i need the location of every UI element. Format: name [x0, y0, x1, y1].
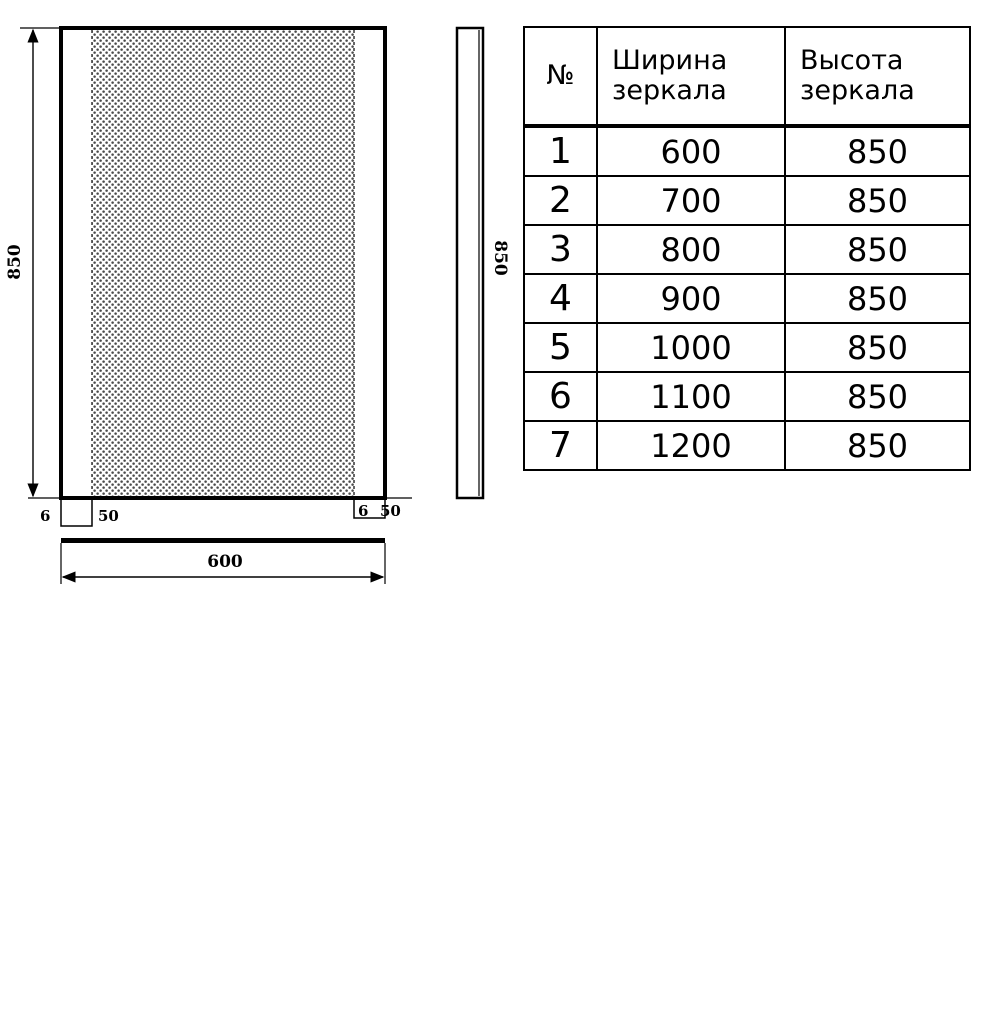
mirror-surface	[92, 30, 354, 496]
right-offset-label: 6	[358, 502, 369, 520]
row-width: 800	[597, 225, 785, 274]
table-row	[524, 372, 970, 421]
table-row	[524, 176, 970, 225]
mirror-front-view	[61, 28, 385, 498]
row-width: 900	[597, 274, 785, 323]
row-height: 850	[785, 225, 970, 274]
header-number: №	[524, 27, 597, 126]
table-row	[524, 274, 970, 323]
bottom-offset-detail	[28, 498, 412, 526]
row-height: 850	[785, 274, 970, 323]
mirror-technical-drawing	[0, 0, 520, 620]
row-number: 5	[524, 323, 597, 372]
bottom-shelf-view	[61, 538, 385, 543]
table-row	[524, 225, 970, 274]
row-height: 850	[785, 372, 970, 421]
row-height: 850	[785, 323, 970, 372]
mirror-size-table	[523, 26, 971, 471]
table-row	[524, 126, 970, 176]
height-dimension	[5, 28, 61, 496]
right-small-label: 50	[380, 502, 401, 520]
row-width: 600	[597, 126, 785, 176]
side-height-label: 850	[490, 240, 510, 276]
row-width: 1100	[597, 372, 785, 421]
row-height: 850	[785, 421, 970, 470]
row-height: 850	[785, 126, 970, 176]
row-number: 3	[524, 225, 597, 274]
left-offset-label: 6	[40, 507, 51, 525]
table-row	[524, 421, 970, 470]
table-row	[524, 323, 970, 372]
header-height-line2: зеркала	[800, 75, 915, 106]
row-number: 1	[524, 126, 597, 176]
header-height-line1: Высота	[800, 45, 904, 76]
row-height: 850	[785, 176, 970, 225]
row-number: 6	[524, 372, 597, 421]
row-width: 1200	[597, 421, 785, 470]
header-width	[597, 27, 785, 126]
width-dimension-label: 600	[207, 552, 243, 572]
header-width-line1: Ширина	[612, 45, 728, 76]
height-dimension-label: 850	[5, 244, 25, 280]
row-number: 4	[524, 274, 597, 323]
header-height	[785, 27, 970, 126]
mirror-side-view	[457, 28, 510, 498]
row-width: 1000	[597, 323, 785, 372]
row-number: 7	[524, 421, 597, 470]
width-dimension	[61, 543, 385, 584]
table-header-row	[524, 27, 970, 126]
row-width: 700	[597, 176, 785, 225]
header-width-line2: зеркала	[612, 75, 727, 106]
row-number: 2	[524, 176, 597, 225]
bottom-offset-label: 50	[98, 507, 119, 525]
